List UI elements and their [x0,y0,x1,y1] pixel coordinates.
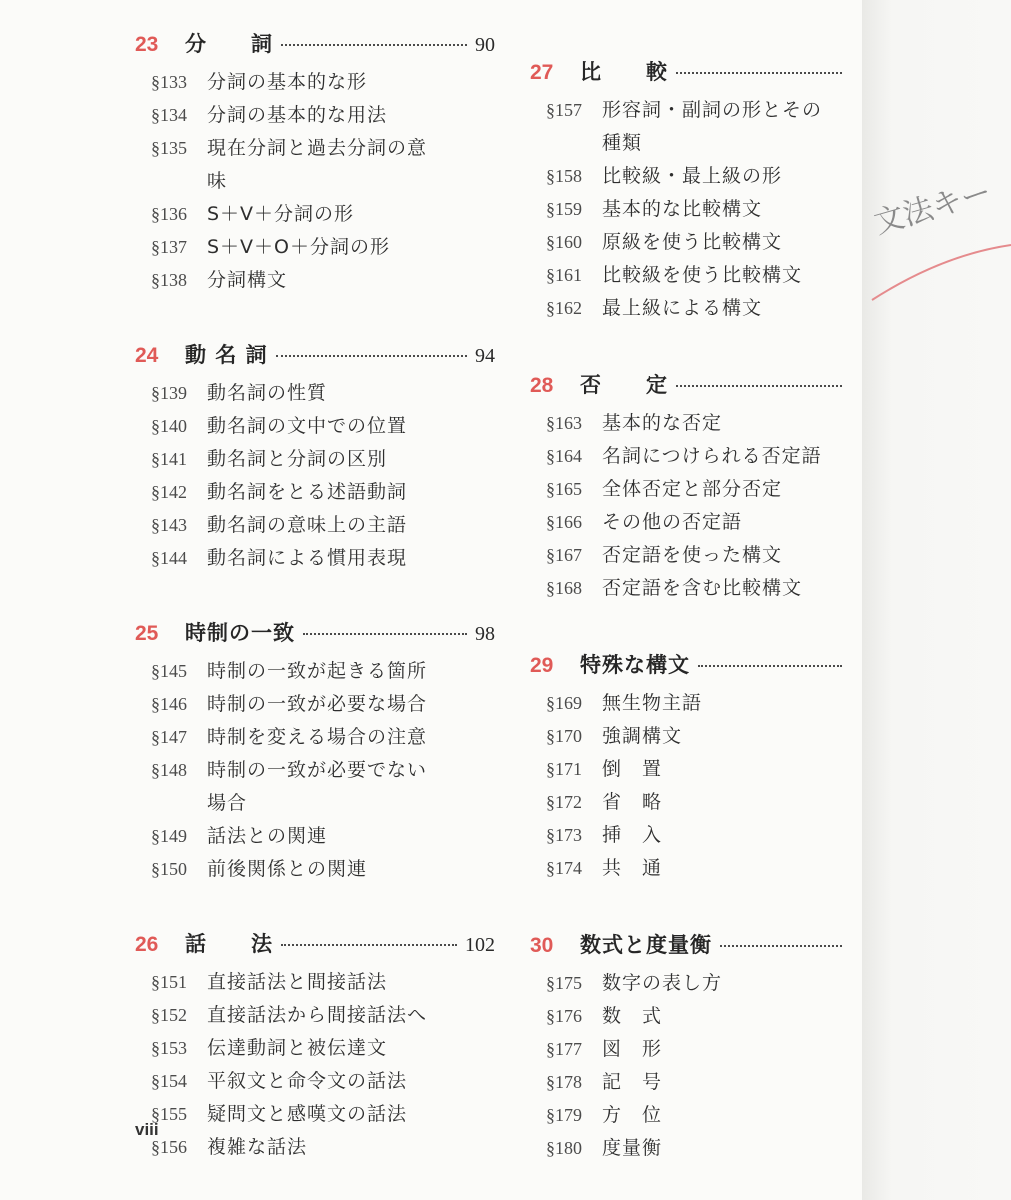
section-title: 強調構文 [602,725,683,747]
chapter-title: 時制の一致 [185,621,295,645]
section-title-continuation: 場合 [207,792,248,814]
chapter-title: 動 名 詞 [185,343,268,367]
section-title: 数 式 [602,1005,663,1027]
section-entry [151,198,495,231]
section-number: §160 [546,232,582,252]
section-title: 前後関係との関連 [207,858,368,880]
section-title: 挿 入 [602,824,663,846]
chapter-25 [135,617,495,886]
section-list [530,407,850,605]
section-title: 倒 置 [602,758,663,780]
section-number: §145 [151,661,187,681]
section-number: §167 [546,545,582,565]
section-title: 否定語を含む比較構文 [602,577,803,599]
section-number: §142 [151,482,187,502]
section-title-continuation: 味 [207,170,228,192]
section-title: 疑問文と感嘆文の話法 [207,1103,408,1125]
chapter-heading [530,369,850,407]
chapter-number: 26 [135,933,159,956]
section-entry [151,99,495,132]
section-entry [546,506,850,539]
section-number: §146 [151,694,187,714]
section-title: 話法との関連 [207,825,328,847]
section-list [135,377,495,575]
section-number: §156 [151,1137,187,1157]
section-entry [546,193,850,226]
section-title: 時制を変える場合の注意 [207,726,428,748]
section-number: §173 [546,825,582,845]
section-entry [546,753,850,786]
chapter-number: 28 [530,374,554,397]
section-title: 原級を使う比較構文 [602,231,783,253]
leader-dots [720,945,842,947]
section-title: 分詞の基本的な用法 [207,104,388,126]
chapter-page-number: 98 [475,623,495,645]
section-title: 度量衡 [602,1137,663,1159]
chapter-27 [530,56,850,325]
section-title: その他の否定語 [602,511,743,533]
section-entry [546,1132,850,1165]
section-entry [151,853,495,886]
section-title: 動名詞の意味上の主語 [207,514,408,536]
section-title: 比較級を使う比較構文 [602,264,803,286]
section-number: §161 [546,265,582,285]
section-entry [546,720,850,753]
chapter-29 [530,649,850,885]
section-number: §176 [546,1006,582,1026]
section-number: §139 [151,383,187,403]
leader-dots [676,385,842,387]
section-number: §151 [151,972,187,992]
chapter-28 [530,369,850,605]
section-entry [151,443,495,476]
section-title: 動名詞と分詞の区別 [207,448,388,470]
chapter-heading [135,28,495,66]
chapter-number: 30 [530,934,554,957]
section-entry [546,259,850,292]
leader-dots [676,72,842,74]
chapter-number: 23 [135,33,159,56]
chapter-title: 比 較 [580,60,668,84]
section-entry [151,410,495,443]
section-entry [546,687,850,720]
section-title: 動名詞による慣用表現 [207,547,408,569]
chapter-heading [135,928,495,966]
chapter-23 [135,28,495,297]
section-title: 数字の表し方 [602,972,723,994]
leader-dots [281,944,457,946]
section-number: §179 [546,1105,582,1125]
section-title: 記 号 [602,1071,663,1093]
leader-dots [698,665,842,667]
section-entry [546,473,850,506]
chapter-heading [135,339,495,377]
section-title: 名詞につけられる否定語 [602,445,822,467]
right-column [530,56,850,1165]
left-column [135,28,495,1164]
section-title: 分詞の基本的な形 [207,71,368,93]
section-entry [546,292,850,325]
section-number: §166 [546,512,582,532]
section-number: §149 [151,826,187,846]
section-entry [151,377,495,410]
section-number: §157 [546,100,582,120]
section-entry [151,509,495,542]
section-entry [151,1032,495,1065]
section-title: 分詞構文 [207,269,288,291]
section-title: 直接話法から間接話法へ [207,1004,428,1026]
section-list [530,94,850,325]
section-entry [546,94,850,127]
section-entry [151,688,495,721]
section-title: S＋V＋O＋分詞の形 [207,236,391,258]
chapter-heading [135,617,495,655]
chapter-title: 分 詞 [185,32,273,56]
section-number: §178 [546,1072,582,1092]
section-title: 方 位 [602,1104,663,1126]
section-entry [546,819,850,852]
section-number: §171 [546,759,582,779]
section-entry [151,1065,495,1098]
section-number: §162 [546,298,582,318]
section-title: 共 通 [602,857,663,879]
section-title: 動名詞をとる述語動詞 [207,481,408,503]
section-number: §138 [151,270,187,290]
section-title: 無生物主語 [602,692,703,714]
section-number: §135 [151,138,187,158]
section-title: 直接話法と間接話法 [207,971,388,993]
section-entry [546,852,850,885]
chapter-title: 否 定 [580,373,668,397]
section-entry [546,1033,850,1066]
section-title: 省 略 [602,791,663,813]
section-title: S＋V＋分詞の形 [207,203,355,225]
section-entry [546,967,850,1000]
section-number: §154 [151,1071,187,1091]
section-number: §172 [546,792,582,812]
section-number: §155 [151,1104,187,1124]
section-number: §141 [151,449,187,469]
section-number: §164 [546,446,582,466]
section-entry [546,572,850,605]
section-entry [151,1098,495,1131]
section-entry [151,1131,495,1164]
section-number: §153 [151,1038,187,1058]
section-number: §165 [546,479,582,499]
section-number: §133 [151,72,187,92]
section-title: 形容詞・副詞の形とその [602,99,823,121]
section-list [135,966,495,1164]
chapter-heading [530,649,850,687]
section-title: 図 形 [602,1038,663,1060]
section-title: 伝達動詞と被伝達文 [207,1037,388,1059]
section-number: §168 [546,578,582,598]
section-number: §170 [546,726,582,746]
section-entry [151,999,495,1032]
section-entry [151,542,495,575]
section-number: §177 [546,1039,582,1059]
section-title: 最上級による構文 [602,297,763,319]
chapter-title: 特殊な構文 [580,653,690,677]
section-list [135,655,495,886]
section-entry [546,1000,850,1033]
section-title: 現在分詞と過去分詞の意 [207,137,428,159]
section-number: §143 [151,515,187,535]
section-title: 全体否定と部分否定 [602,478,783,500]
section-list [135,66,495,297]
chapter-26 [135,928,495,1164]
section-entry [151,476,495,509]
chapter-number: 27 [530,61,554,84]
section-entry [151,820,495,853]
section-number: §169 [546,693,582,713]
section-number: §158 [546,166,582,186]
leader-dots [303,633,467,635]
chapter-page-number: 90 [475,34,495,56]
section-entry [151,66,495,99]
leader-dots [276,355,467,357]
section-title: 時制の一致が必要でない [207,759,428,781]
section-number: §175 [546,973,582,993]
section-number: §159 [546,199,582,219]
section-number: §147 [151,727,187,747]
chapter-number: 29 [530,654,554,677]
section-title: 動名詞の性質 [207,382,328,404]
section-number: §152 [151,1005,187,1025]
section-entry [546,160,850,193]
section-number: §174 [546,858,582,878]
section-number: §136 [151,204,187,224]
section-entry [546,407,850,440]
section-title: 複雑な話法 [207,1136,308,1158]
section-title: 時制の一致が起きる箇所 [207,660,428,682]
section-entry [151,264,495,297]
section-entry [546,1099,850,1132]
section-entry [546,440,850,473]
section-number: §140 [151,416,187,436]
section-title-continuation: 種類 [602,132,643,154]
section-number: §150 [151,859,187,879]
chapter-30 [530,929,850,1165]
adjacent-page-heading: 文法キー [870,174,996,242]
chapter-heading [530,56,850,94]
section-number: §137 [151,237,187,257]
section-number: §163 [546,413,582,433]
section-entry [151,966,495,999]
section-number: §144 [151,548,187,568]
chapter-page-number: 94 [475,345,495,367]
section-entry [151,754,495,787]
section-number: §148 [151,760,187,780]
section-number: §180 [546,1138,582,1158]
chapter-title: 話 法 [185,932,273,956]
leader-dots [281,44,467,46]
chapter-24 [135,339,495,575]
section-title: 比較級・最上級の形 [602,165,783,187]
section-entry [151,231,495,264]
section-title: 基本的な比較構文 [602,198,763,220]
page-folio: viii [135,1120,159,1139]
section-title: 時制の一致が必要な場合 [207,693,428,715]
section-entry [546,539,850,572]
section-title: 否定語を使った構文 [602,544,783,566]
section-entry [151,655,495,688]
chapter-number: 25 [135,622,159,645]
section-entry [546,1066,850,1099]
chapter-heading [530,929,850,967]
section-list [530,687,850,885]
chapter-page-number: 102 [465,934,495,956]
section-title: 基本的な否定 [602,412,723,434]
section-entry [151,132,495,165]
section-entry [546,786,850,819]
section-title: 動名詞の文中での位置 [207,415,408,437]
section-entry [546,226,850,259]
chapter-title: 数式と度量衡 [580,933,712,957]
section-number: §134 [151,105,187,125]
section-title: 平叙文と命令文の話法 [207,1070,408,1092]
section-list [530,967,850,1165]
section-entry [151,721,495,754]
chapter-number: 24 [135,344,159,367]
